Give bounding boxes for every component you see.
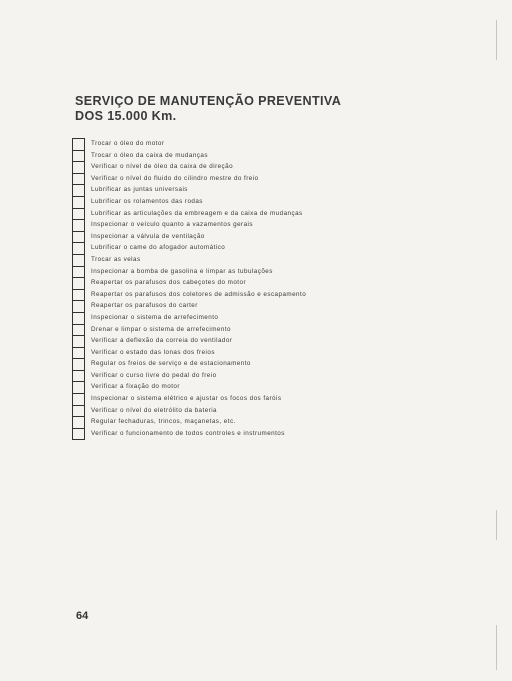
checkbox[interactable] [72, 324, 85, 336]
checkbox[interactable] [72, 335, 85, 347]
checklist-item-label: Verificar o funcionamento de todos controles e instrumentos [91, 429, 285, 437]
checklist-item-label: Lubrificar as juntas universais [91, 186, 188, 194]
checklist-item-label: Drenar e limpar o sistema de arrefecimento [91, 325, 231, 333]
page-number: 64 [76, 610, 89, 622]
checklist-item-label: Verificar o curso livre do pedal do freio [91, 371, 217, 379]
checklist-item-label: Verificar o nível do fluido do cilindro mestre do freio [91, 174, 259, 182]
checkbox[interactable] [72, 277, 85, 289]
checklist-item-label: Verificar o estado das lonas dos freios [91, 348, 215, 356]
checkbox[interactable] [72, 370, 85, 382]
checkbox[interactable] [72, 266, 85, 278]
checklist-item-label: Reapertar os parafusos dos coletores de admissão e escapamento [91, 290, 307, 298]
scan-edge-mark [496, 20, 497, 60]
checklist-item-label: Verificar o nível do eletrólito da bateria [91, 406, 218, 414]
checkbox[interactable] [72, 184, 85, 196]
checkbox[interactable] [72, 196, 85, 208]
checklist-item-label: Inspecionar o sistema de arrefecimento [91, 313, 219, 321]
section-title [75, 94, 341, 124]
checklist-item-label: Inspecionar a bomba de gasolina e limpar as tubulações [91, 267, 273, 275]
checkbox[interactable] [72, 161, 85, 173]
checklist-item-label: Trocar o óleo do motor [91, 140, 165, 147]
section-title-line-2: DOS 15.000 Km. [75, 109, 177, 123]
checkbox[interactable] [72, 428, 85, 441]
checklist-item-label: Lubrificar os rolamentos das rodas [91, 197, 203, 205]
checkbox[interactable] [72, 219, 85, 231]
checklist-item-label: Lubrificar as articulações da embreagem e da caixa de mudanças [91, 209, 303, 217]
checkbox[interactable] [72, 416, 85, 428]
checkbox[interactable] [72, 242, 85, 254]
checklist-item-label: Inspecionar o veículo quanto a vazamentos gerais [91, 221, 253, 229]
checklist-item-label: Trocar as velas [91, 255, 141, 263]
section-title-line-1: SERVIÇO DE MANUTENÇÃO PREVENTIVA [75, 94, 342, 108]
checkbox[interactable] [72, 381, 85, 393]
checklist-item-label: Verificar o nível de óleo da caixa de direção [91, 163, 234, 171]
checklist-item-label: Trocar o óleo da caixa de mudanças [91, 151, 208, 159]
checkbox[interactable] [72, 393, 85, 405]
checkbox[interactable] [72, 312, 85, 324]
checkbox[interactable] [72, 300, 85, 312]
checkbox[interactable] [72, 150, 85, 162]
checkbox[interactable] [72, 405, 85, 417]
checkbox[interactable] [72, 347, 85, 359]
checkbox[interactable] [72, 254, 85, 266]
checklist-item-label: Inspecionar a válvula de ventilação [91, 232, 205, 240]
checkbox[interactable] [72, 138, 85, 150]
checkbox[interactable] [72, 358, 85, 370]
checklist-item-label: Reapertar os parafusos dos cabeçotes do motor [91, 279, 247, 287]
checklist-item-label: Reapertar os parafusos do carter [91, 302, 198, 310]
checklist-item-label: Lubrificar o came do afogador automático [91, 244, 226, 252]
checklist-item-label: Verificar a fixação do motor [91, 383, 180, 391]
checkbox[interactable] [72, 289, 85, 301]
checklist-item-label: Inspecionar o sistema elétrico e ajustar os focos dos faróis [91, 395, 282, 403]
scan-edge-mark [496, 510, 497, 540]
checkbox[interactable] [72, 208, 85, 220]
scan-edge-mark [496, 625, 497, 670]
checklist-item-label: Regular os freios de serviço e de estacionamento [91, 360, 251, 368]
checkbox[interactable] [72, 173, 85, 185]
checkbox[interactable] [72, 231, 85, 243]
checklist-item-label: Regular fechaduras, trincos, maçanetas, etc. [91, 418, 236, 426]
checklist-item-label: Verificar a deflexão da correia do ventilador [91, 337, 233, 345]
